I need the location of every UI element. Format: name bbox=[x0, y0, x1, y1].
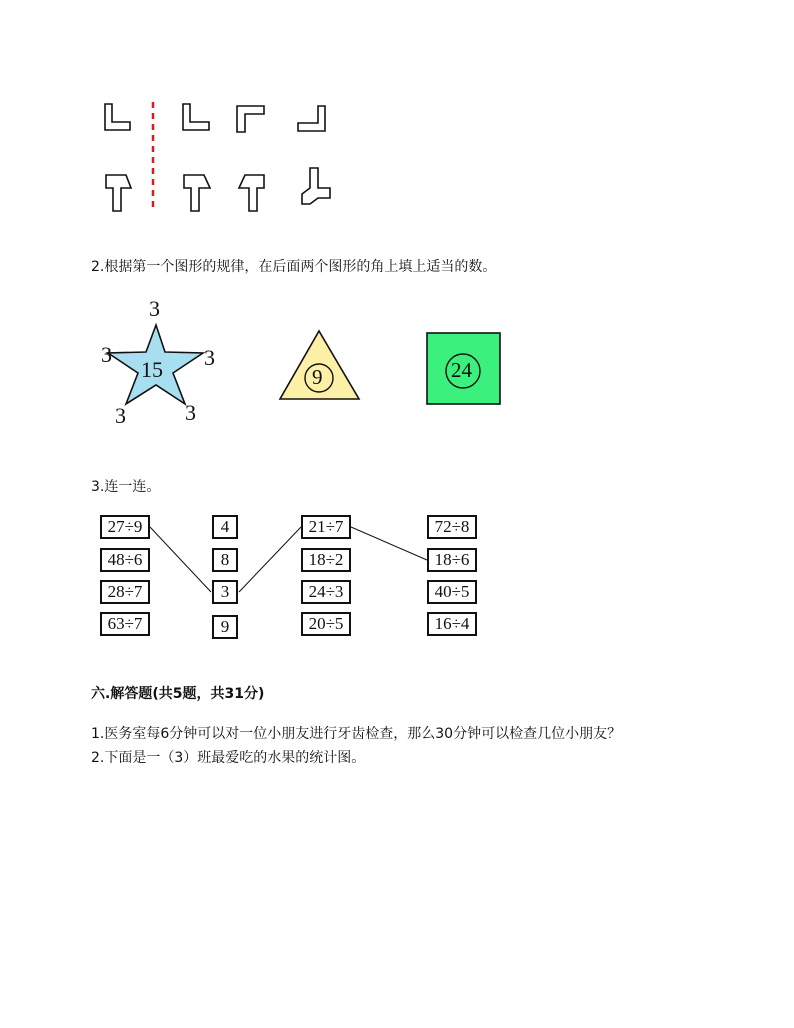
star-corner-left: 3 bbox=[101, 342, 112, 367]
col1-box-3[interactable]: 28÷7 bbox=[100, 580, 150, 604]
hammer-shape-original bbox=[106, 175, 131, 211]
l-shape-original bbox=[105, 104, 130, 130]
col2-box-3[interactable]: 3 bbox=[212, 580, 238, 604]
question-2-text: 2.根据第一个图形的规律，在后面两个图形的角上填上适当的数。 bbox=[91, 259, 497, 275]
section-title: 六.解答题(共5题，共31分) bbox=[91, 686, 265, 702]
col3-box-1[interactable]: 21÷7 bbox=[301, 515, 351, 539]
col3-box-2[interactable]: 18÷2 bbox=[301, 548, 351, 572]
hammer-shape-option-3 bbox=[302, 168, 330, 204]
hammer-shape-option-2 bbox=[239, 175, 264, 211]
col4-box-2[interactable]: 18÷6 bbox=[427, 548, 477, 572]
col4-box-1[interactable]: 72÷8 bbox=[427, 515, 477, 539]
col3-box-4[interactable]: 20÷5 bbox=[301, 612, 351, 636]
l-shape-option-2 bbox=[237, 106, 264, 132]
triangle-center-number: 9 bbox=[312, 365, 323, 389]
col2-box-1[interactable]: 4 bbox=[212, 515, 238, 539]
star-corner-right: 3 bbox=[204, 345, 215, 370]
question-3-text: 3.连一连。 bbox=[91, 479, 161, 495]
hammer-shape-option-1 bbox=[184, 175, 210, 211]
star-corner-top: 3 bbox=[149, 296, 160, 321]
col2-box-4[interactable]: 9 bbox=[212, 615, 238, 639]
l-shape-option-3 bbox=[298, 106, 325, 131]
connect-line-2 bbox=[239, 527, 301, 592]
answer-question-1: 1.医务室每6分钟可以对一位小朋友进行牙齿检查，那么30分钟可以检查几位小朋友？ bbox=[91, 726, 622, 742]
star-corner-bottom-left: 3 bbox=[115, 403, 126, 428]
col4-box-3[interactable]: 40÷5 bbox=[427, 580, 477, 604]
star-corner-bottom-right: 3 bbox=[185, 400, 196, 425]
col1-box-1[interactable]: 27÷9 bbox=[100, 515, 150, 539]
col4-box-4[interactable]: 16÷4 bbox=[427, 612, 477, 636]
col2-box-2[interactable]: 8 bbox=[212, 548, 238, 572]
connect-line-3 bbox=[351, 527, 427, 560]
col3-box-3[interactable]: 24÷3 bbox=[301, 580, 351, 604]
col1-box-4[interactable]: 63÷7 bbox=[100, 612, 150, 636]
connect-line-1 bbox=[150, 527, 211, 592]
answer-question-2: 2.下面是一（3）班最爱吃的水果的统计图。 bbox=[91, 750, 366, 766]
l-shape-option-1 bbox=[183, 104, 209, 130]
col1-box-2[interactable]: 48÷6 bbox=[100, 548, 150, 572]
square-center-number: 24 bbox=[451, 358, 472, 382]
star-center-number: 15 bbox=[141, 357, 163, 382]
